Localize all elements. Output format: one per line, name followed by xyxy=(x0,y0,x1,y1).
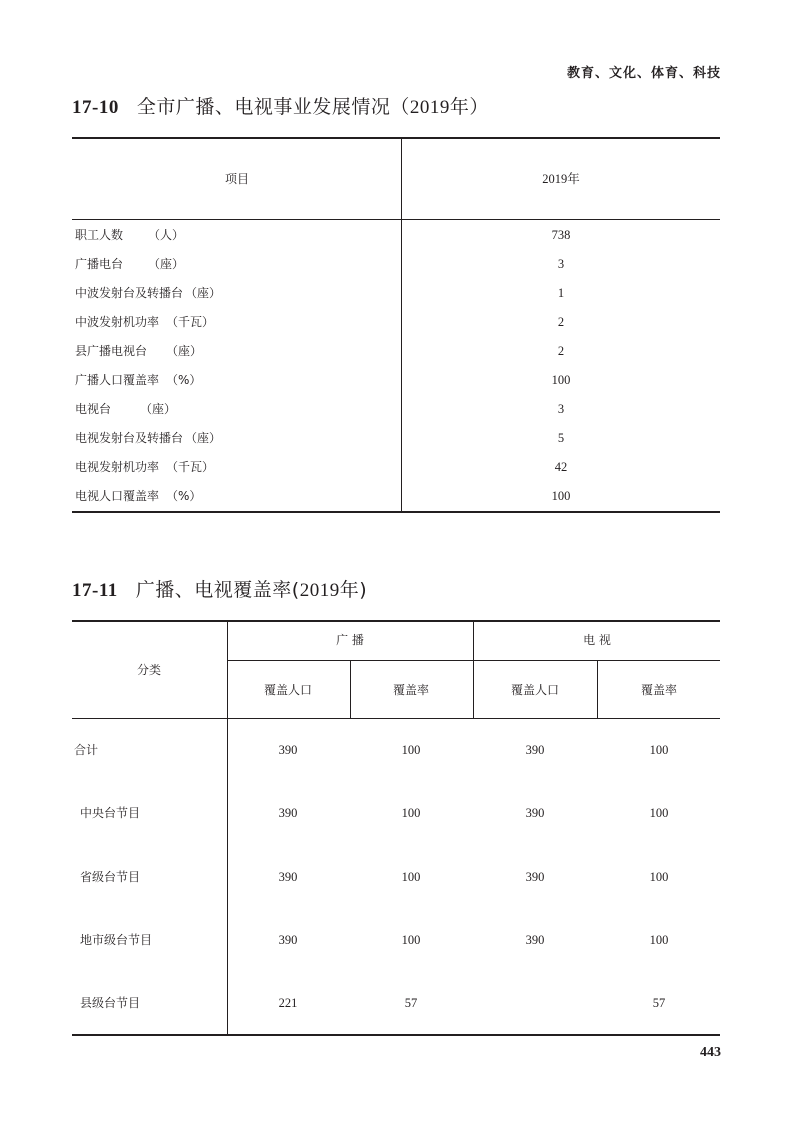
table2-cell-radio-rate: 100 xyxy=(401,806,421,820)
table2-column-divider xyxy=(227,621,228,1035)
table2-top-rule xyxy=(72,620,720,622)
table1-column-divider xyxy=(401,138,402,512)
table2-cell-radio-population: 390 xyxy=(278,933,298,947)
table2-row-label: 省级台节目 xyxy=(80,870,141,884)
table1-row-value: 1 xyxy=(557,286,565,300)
table1-title-year: 2019年 xyxy=(409,97,470,118)
table1-row-label: 县广播电视台 xyxy=(75,344,148,358)
table2-cell-tv-rate: 100 xyxy=(649,806,669,820)
table2-title-year: 2019年 xyxy=(299,580,360,601)
table2-sub-divider xyxy=(597,661,598,719)
table2-header-radio-population: 覆盖人口 xyxy=(263,683,313,697)
table2-sub-divider xyxy=(350,661,351,719)
table2-row-label: 地市级台节目 xyxy=(80,933,153,947)
table1-row-value: 2 xyxy=(557,315,565,329)
table2-bottom-rule xyxy=(72,1034,720,1036)
table1-row-unit: （%） xyxy=(166,489,202,503)
table1-row-label: 中波发射机功率 xyxy=(75,315,160,329)
table1-row-value: 3 xyxy=(557,257,565,271)
table2-cell-tv-population: 390 xyxy=(525,933,545,947)
table2-cell-radio-population: 390 xyxy=(278,870,298,884)
table1-row-value: 100 xyxy=(551,373,571,387)
table1-row-unit: （座） xyxy=(185,286,222,300)
table1-row-value: 2 xyxy=(557,344,565,358)
table2-cell-tv-rate: 100 xyxy=(649,743,669,757)
table2-header-category: 分类 xyxy=(136,663,162,677)
table1-row-label: 电视人口覆盖率 xyxy=(75,489,160,503)
table1-row-unit: （座） xyxy=(166,344,203,358)
table1-row-unit: （人） xyxy=(148,228,185,242)
table1-number: 17-10 xyxy=(72,97,119,118)
table1-title xyxy=(72,92,489,119)
table1-row-label: 电视台 xyxy=(75,402,112,416)
table2-cell-radio-rate: 100 xyxy=(401,933,421,947)
table2-header-tv: 电 视 xyxy=(583,633,611,647)
table1-row-value: 3 xyxy=(557,402,565,416)
table1-title-close: ） xyxy=(469,96,489,118)
table1-bottom-rule xyxy=(72,511,720,513)
table2-cell-radio-population: 221 xyxy=(278,996,298,1010)
table2-cell-radio-population: 390 xyxy=(278,806,298,820)
table1-row-unit: （座） xyxy=(148,257,185,271)
table1-row-value: 100 xyxy=(551,489,571,503)
table2-header-tv-rate: 覆盖率 xyxy=(640,683,678,697)
table2-cell-radio-rate: 100 xyxy=(401,743,421,757)
table1-header-rule xyxy=(72,219,720,220)
table2-cell-tv-population: 390 xyxy=(525,743,545,757)
table1-row-unit: （%） xyxy=(166,373,202,387)
table2-cell-tv-population: 390 xyxy=(525,870,545,884)
table1-row-unit: （座） xyxy=(185,431,222,445)
running-header: 教育、文化、体育、科技 xyxy=(566,66,721,81)
table1-row-unit: （千瓦） xyxy=(166,460,215,474)
table2-cell-tv-rate: 57 xyxy=(652,996,666,1010)
table2-row-label: 中央台节目 xyxy=(80,806,141,820)
table2-header-tv-population: 覆盖人口 xyxy=(510,683,560,697)
table1-row-label: 广播人口覆盖率 xyxy=(75,373,160,387)
table1-row-label: 电视发射机功率 xyxy=(75,460,160,474)
table1-title-text: 全市广播、电视事业发展情况（ xyxy=(136,96,410,118)
table2-title-text: 广播、电视覆盖率( xyxy=(135,579,300,601)
table1-row-label: 中波发射台及转播台 xyxy=(75,286,184,300)
table1-row-value: 5 xyxy=(557,431,565,445)
table2-header-rule xyxy=(72,718,720,719)
table2-header-radio: 广 播 xyxy=(336,633,364,647)
table2-header-radio-rate: 覆盖率 xyxy=(392,683,430,697)
table2-number: 17-11 xyxy=(72,580,118,601)
table1-row-unit: （千瓦） xyxy=(166,315,215,329)
table1-top-rule xyxy=(72,137,720,139)
table1-row-label: 职工人数 xyxy=(75,228,124,242)
table1-header-item: 项目 xyxy=(224,172,250,186)
table2-title-close: ) xyxy=(359,579,368,601)
table2-cell-tv-population: 390 xyxy=(525,806,545,820)
table2-cell-tv-rate: 100 xyxy=(649,870,669,884)
table2-cell-radio-rate: 100 xyxy=(401,870,421,884)
table2-cell-tv-rate: 100 xyxy=(649,933,669,947)
page-number: 443 xyxy=(700,1045,721,1060)
table2-row-label: 县级台节目 xyxy=(80,996,141,1010)
table2-cell-radio-rate: 57 xyxy=(404,996,418,1010)
table1-row-value: 738 xyxy=(551,228,571,242)
table2-cell-radio-population: 390 xyxy=(278,743,298,757)
table1-row-label: 电视发射台及转播台 xyxy=(75,431,184,445)
table1-row-value: 42 xyxy=(554,460,568,474)
table1-row-label: 广播电台 xyxy=(75,257,124,271)
table2-row-label: 合计 xyxy=(74,743,99,757)
table1-header-year: 2019年 xyxy=(542,172,580,186)
table2-group-divider xyxy=(473,621,474,719)
table2-title xyxy=(72,575,367,602)
table1-row-unit: （座） xyxy=(140,402,177,416)
